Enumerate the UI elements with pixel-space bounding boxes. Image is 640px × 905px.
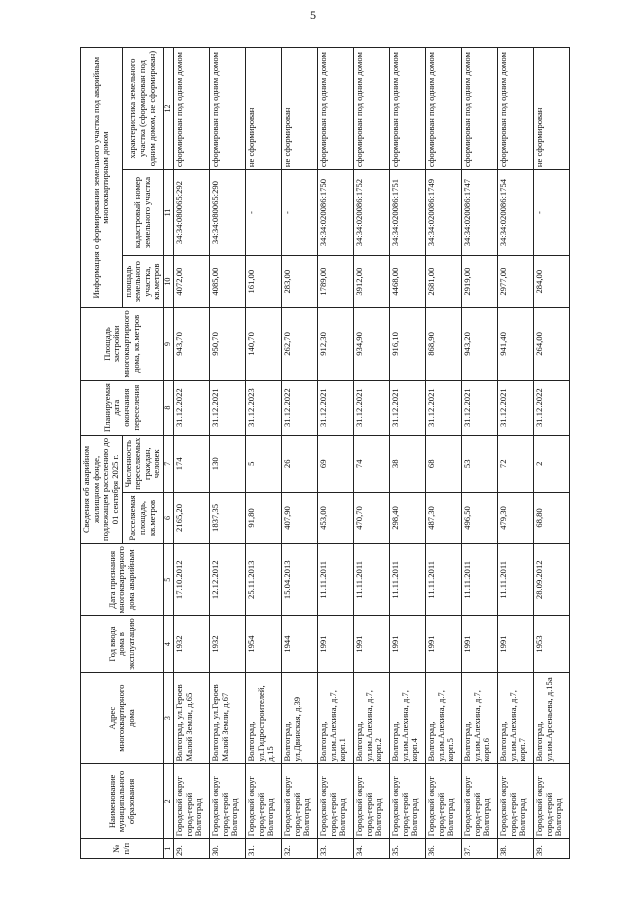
cell-addr: Волгоград, ул.им.Алехина, д.7, корп.5 xyxy=(425,672,461,764)
header-land-area: площадь земельного участка, кв.метров xyxy=(122,256,164,308)
cell-built: 868,90 xyxy=(425,308,461,380)
cell-cad: 34:34:020086:1747 xyxy=(461,170,497,256)
cell-date: 15.04.2013 xyxy=(281,544,317,616)
cell-date: 11.11.2011 xyxy=(497,544,533,616)
cell-char: не сформирован xyxy=(533,48,569,170)
cell-date: 11.11.2011 xyxy=(317,544,353,616)
cell-built: 950,70 xyxy=(209,308,245,380)
cell-addr: Волгоград, ул.им.Алехина, д.7, корп.7 xyxy=(497,672,533,764)
cell-char: сформирован под одним домом xyxy=(209,48,245,170)
column-index: 2 xyxy=(164,764,174,839)
cell-addr: Волгоград, ул.им.Алехина, д.7, корп.4 xyxy=(389,672,425,764)
cell-addr: Волгоград, ул.Героев Малой Земли, д.67 xyxy=(209,672,245,764)
cell-planned: 31.12.2021 xyxy=(353,380,389,435)
cell-built: 916,10 xyxy=(389,308,425,380)
cell-year: 1954 xyxy=(245,616,281,672)
cell-built: 941,40 xyxy=(497,308,533,380)
cell-mun: Городской округ город-герой Волгоград xyxy=(497,764,533,839)
table-row xyxy=(425,48,461,859)
cell-planned: 31.12.2021 xyxy=(389,380,425,435)
cell-cad: 34:34:020086:1752 xyxy=(353,170,389,256)
page-number: 5 xyxy=(310,8,316,22)
cell-year: 1991 xyxy=(389,616,425,672)
cell-mun: Городской округ город-герой Волгоград xyxy=(209,764,245,839)
column-index: 4 xyxy=(164,616,174,672)
cell-char: сформирован под одним домом xyxy=(353,48,389,170)
cell-people: 130 xyxy=(209,435,245,492)
table-row xyxy=(209,48,245,859)
cell-year: 1991 xyxy=(317,616,353,672)
cell-area: 2165,20 xyxy=(173,492,209,543)
cell-addr: Волгоград, ул.Героев Малой Земли, д.65 xyxy=(173,672,209,764)
cell-people: 174 xyxy=(173,435,209,492)
cell-cad: - xyxy=(245,170,281,256)
cell-year: 1991 xyxy=(497,616,533,672)
cell-area: 470,70 xyxy=(353,492,389,543)
cell-planned: 31.12.2021 xyxy=(497,380,533,435)
cell-year: 1991 xyxy=(425,616,461,672)
cell-planned: 31.12.2021 xyxy=(209,380,245,435)
cell-land: 2919,00 xyxy=(461,256,497,308)
cell-planned: 31.12.2021 xyxy=(425,380,461,435)
cell-n: 31. xyxy=(245,839,281,859)
cell-date: 11.11.2011 xyxy=(425,544,461,616)
cell-char: сформирован под одним домом xyxy=(317,48,353,170)
cell-date: 12.12.2012 xyxy=(209,544,245,616)
header-people: Численность переселяемых граждан, человек xyxy=(122,435,164,492)
header-address: Адрес многоквартирного дома xyxy=(81,672,164,764)
cell-cad: 34:34:080065:290 xyxy=(209,170,245,256)
cell-n: 34. xyxy=(353,839,389,859)
cell-planned: 31.12.2022 xyxy=(281,380,317,435)
column-index: 12 xyxy=(164,48,174,170)
cell-area: 1837,35 xyxy=(209,492,245,543)
column-index: 7 xyxy=(164,435,174,492)
table-row xyxy=(281,48,317,859)
cell-char: сформирован под одним домом xyxy=(461,48,497,170)
cell-built: 264,00 xyxy=(533,308,569,380)
cell-char: не сформирован xyxy=(281,48,317,170)
cell-cad: 34:34:020086:1750 xyxy=(317,170,353,256)
cell-date: 28.09.2012 xyxy=(533,544,569,616)
cell-date: 17.10.2012 xyxy=(173,544,209,616)
table-body xyxy=(173,48,569,859)
cell-land: 3912,00 xyxy=(353,256,389,308)
column-index: 3 xyxy=(164,672,174,764)
cell-n: 36. xyxy=(425,839,461,859)
cell-mun: Городской округ город-герой Волгоград xyxy=(461,764,497,839)
cell-land: 4072,00 xyxy=(173,256,209,308)
cell-addr: Волгоград, ул.им.Алехина, д.7, корп.2 xyxy=(353,672,389,764)
cell-land: 161,00 xyxy=(245,256,281,308)
column-index-row xyxy=(164,48,174,859)
cell-date: 11.11.2011 xyxy=(389,544,425,616)
table-row xyxy=(533,48,569,859)
table-row xyxy=(245,48,281,859)
cell-year: 1944 xyxy=(281,616,317,672)
cell-planned: 31.12.2021 xyxy=(317,380,353,435)
cell-built: 943,20 xyxy=(461,308,497,380)
header-num: № п/п xyxy=(81,839,164,859)
cell-people: 2 xyxy=(533,435,569,492)
cell-date: 11.11.2011 xyxy=(461,544,497,616)
table-row xyxy=(461,48,497,859)
cell-char: не сформирован xyxy=(245,48,281,170)
column-index: 6 xyxy=(164,492,174,543)
cell-people: 26 xyxy=(281,435,317,492)
column-index: 1 xyxy=(164,839,174,859)
cell-cad: 34:34:080065:292 xyxy=(173,170,209,256)
cell-area: 407,90 xyxy=(281,492,317,543)
cell-mun: Городской округ город-герой Волгоград xyxy=(245,764,281,839)
cell-area: 91,80 xyxy=(245,492,281,543)
cell-built: 934,90 xyxy=(353,308,389,380)
cell-land: 1789,00 xyxy=(317,256,353,308)
cell-land: 2681,00 xyxy=(425,256,461,308)
cell-date: 11.11.2011 xyxy=(353,544,389,616)
cell-land: 2977,00 xyxy=(497,256,533,308)
column-index: 11 xyxy=(164,170,174,256)
cell-n: 29. xyxy=(173,839,209,859)
cell-area: 479,30 xyxy=(497,492,533,543)
cell-n: 38. xyxy=(497,839,533,859)
cell-people: 69 xyxy=(317,435,353,492)
column-index: 9 xyxy=(164,308,174,380)
cell-n: 37. xyxy=(461,839,497,859)
cell-addr: Волгоград, ул.им.Алехина, д.7, корп.6 xyxy=(461,672,497,764)
header-year: Год ввода дома в эксплуатацию xyxy=(81,616,164,672)
cell-addr: Волгоград, ул.им.Арсеньева, д.15а xyxy=(533,672,569,764)
cell-year: 1991 xyxy=(461,616,497,672)
cell-cad: 34:34:020086:1754 xyxy=(497,170,533,256)
header-emergency-group: Сведения об аварийном жилищном фонде, подлежащем расселению до 01 сентября 2025 г. xyxy=(81,435,123,543)
cell-people: 38 xyxy=(389,435,425,492)
cell-cad: 34:34:020086:1749 xyxy=(425,170,461,256)
cell-land: 283,00 xyxy=(281,256,317,308)
cell-land: 4468,00 xyxy=(389,256,425,308)
cell-n: 32. xyxy=(281,839,317,859)
rotated-document xyxy=(0,45,640,905)
cell-n: 33. xyxy=(317,839,353,859)
table-row xyxy=(353,48,389,859)
cell-char: сформирован под одним домом xyxy=(425,48,461,170)
header-municipality: Наименование муниципального образования xyxy=(81,764,164,839)
cell-planned: 31.12.2022 xyxy=(533,380,569,435)
column-index: 5 xyxy=(164,544,174,616)
cell-built: 140,70 xyxy=(245,308,281,380)
header-built-area: Площадь застройки многоквартирного дома, кв.метров xyxy=(81,308,164,380)
cell-addr: Волгоград, ул.Гидростроителей, д.15 xyxy=(245,672,281,764)
cell-area: 298,40 xyxy=(389,492,425,543)
cell-date: 25.11.2013 xyxy=(245,544,281,616)
cell-addr: Волгоград, ул.им.Алехина, д.7, корп.1 xyxy=(317,672,353,764)
table-row xyxy=(497,48,533,859)
cell-n: 35. xyxy=(389,839,425,859)
cell-cad: 34:34:020086:1751 xyxy=(389,170,425,256)
cell-mun: Городской округ город-герой Волгоград xyxy=(281,764,317,839)
header-date-recognized: Дата признания многоквартирного дома аварийным xyxy=(81,544,164,616)
cell-built: 943,70 xyxy=(173,308,209,380)
cell-area: 496,50 xyxy=(461,492,497,543)
cell-people: 68 xyxy=(425,435,461,492)
table-row xyxy=(317,48,353,859)
table-row xyxy=(173,48,209,859)
column-index: 8 xyxy=(164,380,174,435)
cell-people: 72 xyxy=(497,435,533,492)
header-land-group: Информация о формировании земельного участка под аварийным многоквартирным домом xyxy=(81,48,123,308)
cell-mun: Городской округ город-герой Волгоград xyxy=(173,764,209,839)
cell-mun: Городской округ город-герой Волгоград xyxy=(389,764,425,839)
cell-year: 1932 xyxy=(173,616,209,672)
cell-area: 487,30 xyxy=(425,492,461,543)
cell-year: 1932 xyxy=(209,616,245,672)
cell-area: 68,80 xyxy=(533,492,569,543)
cell-cad: - xyxy=(533,170,569,256)
column-index: 10 xyxy=(164,256,174,308)
cell-mun: Городской округ город-герой Волгоград xyxy=(533,764,569,839)
cell-planned: 31.12.2022 xyxy=(173,380,209,435)
header-area: Расселяемая площадь, кв.метров xyxy=(122,492,164,543)
cell-people: 74 xyxy=(353,435,389,492)
emergency-housing-table xyxy=(80,47,570,859)
cell-land: 4085,00 xyxy=(209,256,245,308)
cell-char: сформирован под одним домом xyxy=(389,48,425,170)
header-cadastral: кадастровый номер земельного участка xyxy=(122,170,164,256)
cell-addr: Волгоград, ул.Двинская, д.39 xyxy=(281,672,317,764)
cell-built: 912,30 xyxy=(317,308,353,380)
cell-mun: Городской округ город-герой Волгоград xyxy=(353,764,389,839)
cell-char: сформирован под одним домом xyxy=(497,48,533,170)
cell-char: сформирован под одним домом xyxy=(173,48,209,170)
cell-mun: Городской округ город-герой Волгоград xyxy=(317,764,353,839)
cell-n: 30. xyxy=(209,839,245,859)
cell-planned: 31.12.2021 xyxy=(461,380,497,435)
table-row xyxy=(389,48,425,859)
cell-land: 284,00 xyxy=(533,256,569,308)
cell-mun: Городской округ город-герой Волгоград xyxy=(425,764,461,839)
header-characteristic: характеристика земельного участка (сформирован под одним домом, не сформирован) xyxy=(122,48,164,170)
cell-people: 5 xyxy=(245,435,281,492)
cell-n: 39. xyxy=(533,839,569,859)
cell-year: 1991 xyxy=(353,616,389,672)
cell-built: 262,70 xyxy=(281,308,317,380)
cell-area: 453,00 xyxy=(317,492,353,543)
header-planned-date: Планируемая дата окончания переселения xyxy=(81,380,164,435)
cell-year: 1953 xyxy=(533,616,569,672)
cell-people: 53 xyxy=(461,435,497,492)
cell-cad: - xyxy=(281,170,317,256)
cell-planned: 31.12.2023 xyxy=(245,380,281,435)
